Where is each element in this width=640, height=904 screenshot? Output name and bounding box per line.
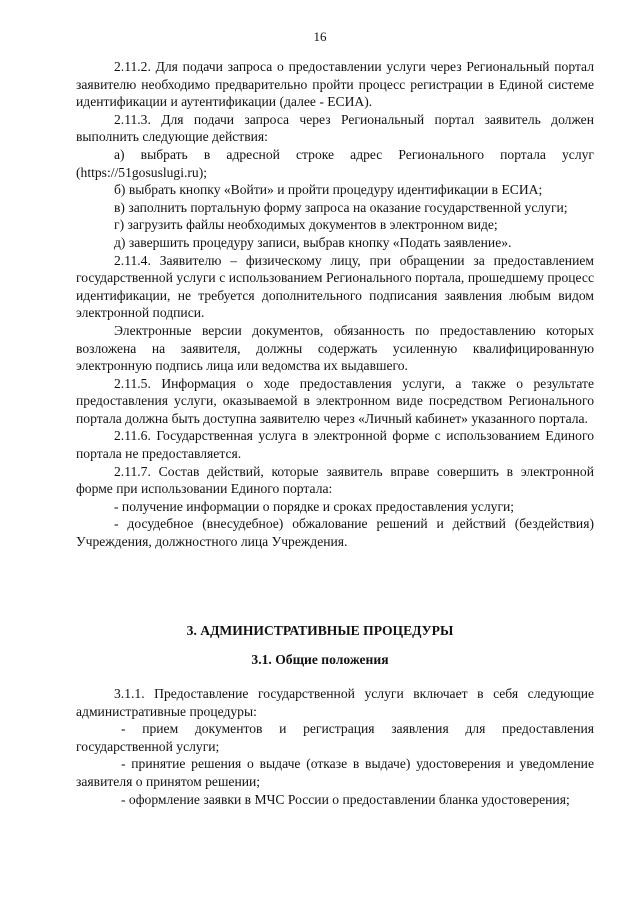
section-2-11-text <box>76 58 594 551</box>
list-item: - принятие решения о выдаче (отказе в выдаче) удостоверения и уведомление заявителя о принятом решении; <box>76 756 594 789</box>
paragraph: 2.11.7. Состав действий, которые заявитель вправе совершить в электронной форме при использовании Единого портала: <box>76 463 594 497</box>
paragraph: 2.11.5. Информация о ходе предоставления услуги, а также о результате предоставления услуги, оказываемой в электронном виде посредством Регионального портала должна быть доступна заявителю через «Личный кабинет» указанного портала. <box>76 375 594 426</box>
section-3-1-text <box>76 685 594 808</box>
list-item: - прием документов и регистрация заявления для предоставления государственной услуги; <box>76 721 594 754</box>
paragraph: 2.11.6. Государственная услуга в электронной форме с использованием Единого портала не предоставляется. <box>76 428 594 462</box>
section-heading: 3. АДМИНИСТРАТИВНЫЕ ПРОЦЕДУРЫ <box>186 623 454 638</box>
list-item: д) завершить процедуру записи, выбрав кнопку «Подать заявление». <box>114 234 512 250</box>
list-item: - получение информации о порядке и сроках предоставления услуги; <box>114 498 515 514</box>
paragraph: 2.11.4. Заявителю – физическому лицу, при обращении за предоставлением государственной услуги с использованием Регионального портала, прошедшему процесс идентификации, не требуется дополнительного подписания заявления любым видом электронной подписи. <box>76 252 594 321</box>
list-item: - оформление заявки в МЧС России о предоставлении бланка удостоверения; <box>121 791 570 807</box>
paragraph: 3.1.1. Предоставление государственной услуги включает в себя следующие административные процедуры: <box>76 686 594 719</box>
subsection-heading: 3.1. Общие положения <box>251 652 389 667</box>
list-item: в) заполнить портальную форму запроса на оказание государственной услуги; <box>114 199 568 215</box>
list-item: а) выбрать в адресной строке адрес Регионального портала услуг (https://51gosuslugi.ru); <box>76 146 594 180</box>
page-number: 16 <box>313 29 327 44</box>
paragraph: Электронные версии документов, обязанность по предоставлению которых возложена на заявителя, должны содержать усиленную квалифицированную электронную подпись лица или ведомства их выдавшего. <box>76 322 594 374</box>
paragraph: 2.11.3. Для подачи запроса через Региональный портал заявитель должен выполнить следующие действия: <box>76 111 594 145</box>
list-item: б) выбрать кнопку «Войти» и пройти процедуру идентификации в ЕСИА; <box>114 182 543 198</box>
list-item: г) загрузить файлы необходимых документов в электронном виде; <box>114 217 498 233</box>
list-item: - досудебное (внесудебное) обжалование решений и действий (бездействия) Учреждения, должностного лица Учреждения. <box>76 516 594 550</box>
paragraph: 2.11.2. Для подачи запроса о предоставлении услуги через Региональный портал заявителю необходимо предварительно пройти процесс регистрации в Единой системе идентификации и аутентификации (далее - ЕСИА). <box>76 59 594 110</box>
